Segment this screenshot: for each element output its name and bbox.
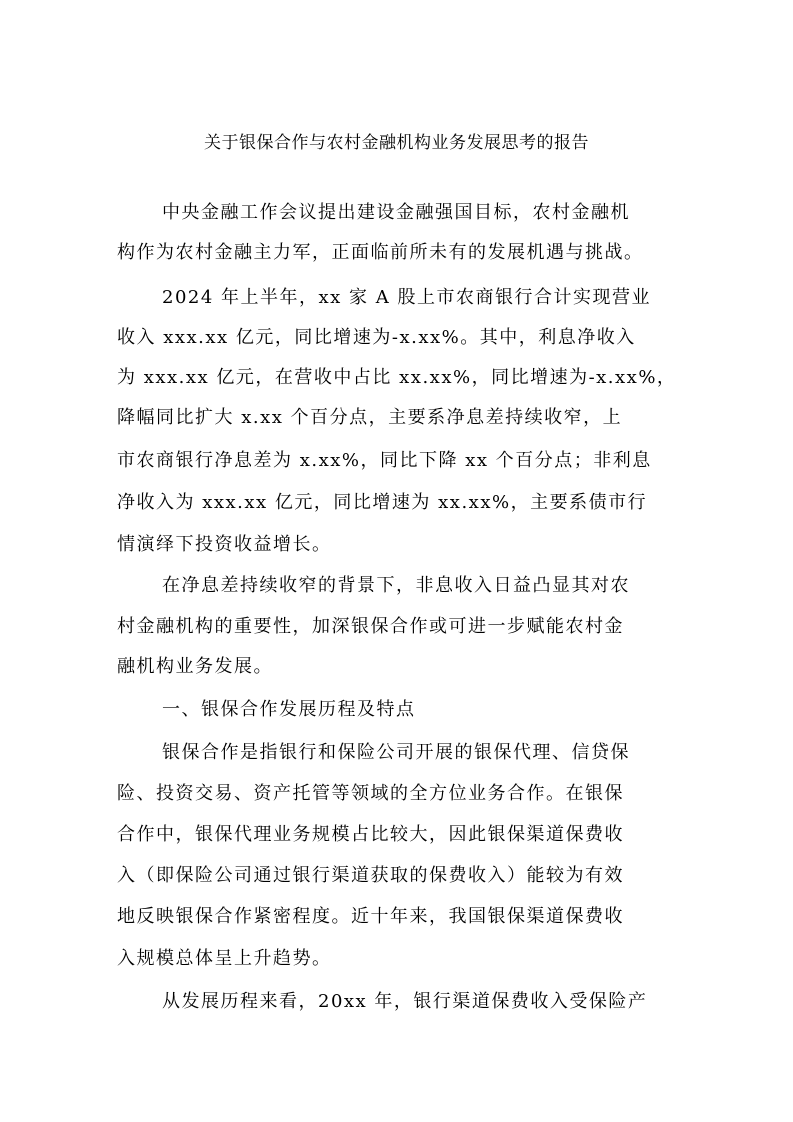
paragraph-line: 融机构业务发展。 (117, 656, 273, 677)
paragraph-line: 入（即保险公司通过银行渠道获取的保费收入）能较为有效 (117, 865, 624, 886)
paragraph-line: 从发展历程来看，20xx 年，银行渠道保费收入受保险产 (162, 991, 648, 1012)
paragraph-line: 入规模总体呈上升趋势。 (117, 948, 332, 969)
paragraph-line: 地反映银保合作紧密程度。近十年来，我国银保渠道保费收 (117, 906, 624, 927)
paragraph-line: 中央金融工作会议提出建设金融强国目标，农村金融机 (162, 202, 630, 223)
paragraph-line: 银保合作是指银行和保险公司开展的银保代理、信贷保 (162, 742, 630, 763)
paragraph-line: 为 xxx.xx 亿元，在营收中占比 xx.xx%，同比增速为-x.xx%， (117, 367, 677, 388)
paragraph-line: 村金融机构的重要性，加深银保合作或可进一步赋能农村金 (117, 616, 624, 637)
paragraph-line: 险、投资交易、资产托管等领域的全方位业务合作。在银保 (117, 783, 624, 804)
paragraph-line: 情演绎下投资收益增长。 (117, 534, 332, 555)
paragraph-line: 2024 年上半年，xx 家 A 股上市农商银行合计实现营业 (162, 287, 651, 308)
section-heading: 一、银保合作发展历程及特点 (162, 699, 416, 720)
paragraph-line: 合作中，银保代理业务规模占比较大，因此银保渠道保费收 (117, 824, 624, 845)
paragraph-line: 收入 xxx.xx 亿元，同比增速为-x.xx%。其中，利息净收入 (117, 327, 636, 348)
paragraph-line: 降幅同比扩大 x.xx 个百分点，主要系净息差持续收窄，上 (117, 407, 623, 428)
paragraph-line: 净收入为 xxx.xx 亿元，同比增速为 xx.xx%，主要系债市行 (117, 492, 648, 513)
paragraph-line: 市农商银行净息差为 x.xx%，同比下降 xx 个百分点；非利息 (117, 450, 652, 471)
paragraph-line: 构作为农村金融主力军，正面临前所未有的发展机遇与挑战。 (117, 242, 644, 263)
document-title: 关于银保合作与农村金融机构业务发展思考的报告 (204, 133, 589, 153)
paragraph-line: 在净息差持续收窄的背景下，非息收入日益凸显其对农 (162, 575, 630, 596)
